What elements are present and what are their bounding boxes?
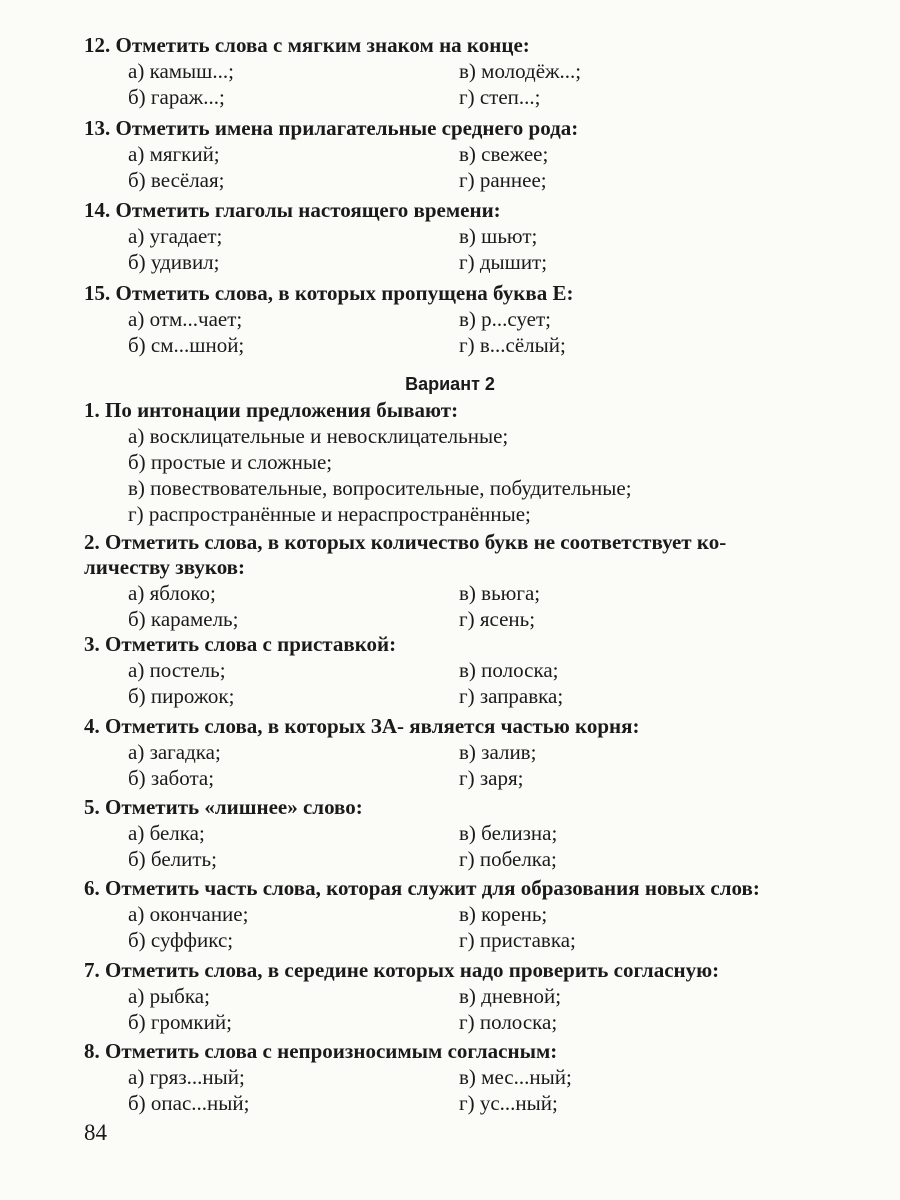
question-title: 3. Отметить слова с приставкой: xyxy=(84,632,397,656)
variant2-question-2 xyxy=(84,530,864,632)
option-c: в) молодёж...; xyxy=(459,59,582,83)
option-b: б) пирожок; xyxy=(128,684,235,708)
variant2-question-1 xyxy=(84,398,864,527)
options xyxy=(84,657,864,709)
options xyxy=(84,58,864,110)
option-c: в) мес...ный; xyxy=(459,1065,572,1089)
option-d: г) заправка; xyxy=(459,684,564,708)
question-title: 5. Отметить «лишнее» слово: xyxy=(84,795,363,819)
option-d: г) ясень; xyxy=(459,607,536,631)
variant2-question-6 xyxy=(84,876,864,953)
question-13 xyxy=(84,116,864,193)
question-title-line2: личеству звуков: xyxy=(84,555,246,579)
option-a: а) мягкий; xyxy=(128,142,220,166)
question-title: 14. Отметить глаголы настоящего времени: xyxy=(84,198,501,222)
question-title: 1. По интонации предложения бывают: xyxy=(84,398,459,422)
variant2-question-8 xyxy=(84,1039,864,1116)
option-a: а) яблоко; xyxy=(128,581,216,605)
question-title: 12. Отметить слова с мягким знаком на конце: xyxy=(84,33,530,57)
option-d: г) ус...ный; xyxy=(459,1091,558,1115)
option-a: а) отм...чает; xyxy=(128,307,243,331)
option-d: г) степ...; xyxy=(459,85,541,109)
option-b: б) карамель; xyxy=(128,607,239,631)
options xyxy=(84,739,864,791)
option-b: б) громкий; xyxy=(128,1010,232,1034)
options xyxy=(84,423,864,527)
question-title xyxy=(84,530,864,580)
variant2-question-5 xyxy=(84,795,864,872)
question-title: 8. Отметить слова с непроизносимым согласным: xyxy=(84,1039,558,1063)
option-c: в) шьют; xyxy=(459,224,538,248)
option-b: б) забота; xyxy=(128,766,215,790)
page-number: 84 xyxy=(84,1120,107,1145)
options xyxy=(84,901,864,953)
options xyxy=(84,306,864,358)
option-b: б) удивил; xyxy=(128,250,220,274)
option-c: в) повествовательные, вопросительные, побудительные; xyxy=(128,476,632,500)
option-a: а) загадка; xyxy=(128,740,221,764)
option-c: в) залив; xyxy=(459,740,537,764)
question-12 xyxy=(84,33,864,110)
option-b: б) простые и сложные; xyxy=(128,450,333,474)
question-15 xyxy=(84,281,864,358)
option-c: в) свежее; xyxy=(459,142,549,166)
option-a: а) угадает; xyxy=(128,224,223,248)
question-title: 15. Отметить слова, в которых пропущена буква Е: xyxy=(84,281,574,305)
option-a: а) постель; xyxy=(128,658,226,682)
options xyxy=(84,1064,864,1116)
option-d: г) полоска; xyxy=(459,1010,558,1034)
options xyxy=(84,141,864,193)
question-title: 7. Отметить слова, в середине которых надо проверить согласную: xyxy=(84,958,720,982)
option-b: б) опас...ный; xyxy=(128,1091,250,1115)
option-c: в) р...сует; xyxy=(459,307,552,331)
question-title: 13. Отметить имена прилагательные среднего рода: xyxy=(84,116,579,140)
option-c: в) белизна; xyxy=(459,821,558,845)
variant2-question-7 xyxy=(84,958,864,1035)
option-a: а) гряз...ный; xyxy=(128,1065,245,1089)
option-d: г) дышит; xyxy=(459,250,548,274)
question-title: 6. Отметить часть слова, которая служит для образования новых слов: xyxy=(84,876,760,900)
question-14 xyxy=(84,198,864,275)
option-b: б) весёлая; xyxy=(128,168,225,192)
variant2-question-4 xyxy=(84,714,864,791)
option-d: г) распространённые и нераспространённые; xyxy=(128,502,531,526)
option-a: а) камыш...; xyxy=(128,59,234,83)
option-b: б) гараж...; xyxy=(128,85,225,109)
options xyxy=(84,223,864,275)
option-c: в) корень; xyxy=(459,902,548,926)
options xyxy=(84,820,864,872)
option-d: г) в...сёлый; xyxy=(459,333,566,357)
option-c: в) вьюга; xyxy=(459,581,541,605)
option-b: б) суффикс; xyxy=(128,928,234,952)
option-a: а) окончание; xyxy=(128,902,249,926)
options xyxy=(84,580,864,632)
question-title-line1: 2. Отметить слова, в которых количество букв не соответствует ко- xyxy=(84,530,727,554)
option-c: в) полоска; xyxy=(459,658,559,682)
option-d: г) раннее; xyxy=(459,168,547,192)
variant-heading: Вариант 2 xyxy=(405,374,495,394)
question-title: 4. Отметить слова, в которых ЗА- является частью корня: xyxy=(84,714,640,738)
option-a: а) восклицательные и невосклицательные; xyxy=(128,424,509,448)
option-b: б) см...шной; xyxy=(128,333,245,357)
options xyxy=(84,983,864,1035)
option-d: г) побелка; xyxy=(459,847,557,871)
variant2-question-3 xyxy=(84,632,864,709)
option-d: г) приставка; xyxy=(459,928,576,952)
option-b: б) белить; xyxy=(128,847,217,871)
option-a: а) белка; xyxy=(128,821,205,845)
option-d: г) заря; xyxy=(459,766,524,790)
option-c: в) дневной; xyxy=(459,984,562,1008)
option-a: а) рыбка; xyxy=(128,984,210,1008)
